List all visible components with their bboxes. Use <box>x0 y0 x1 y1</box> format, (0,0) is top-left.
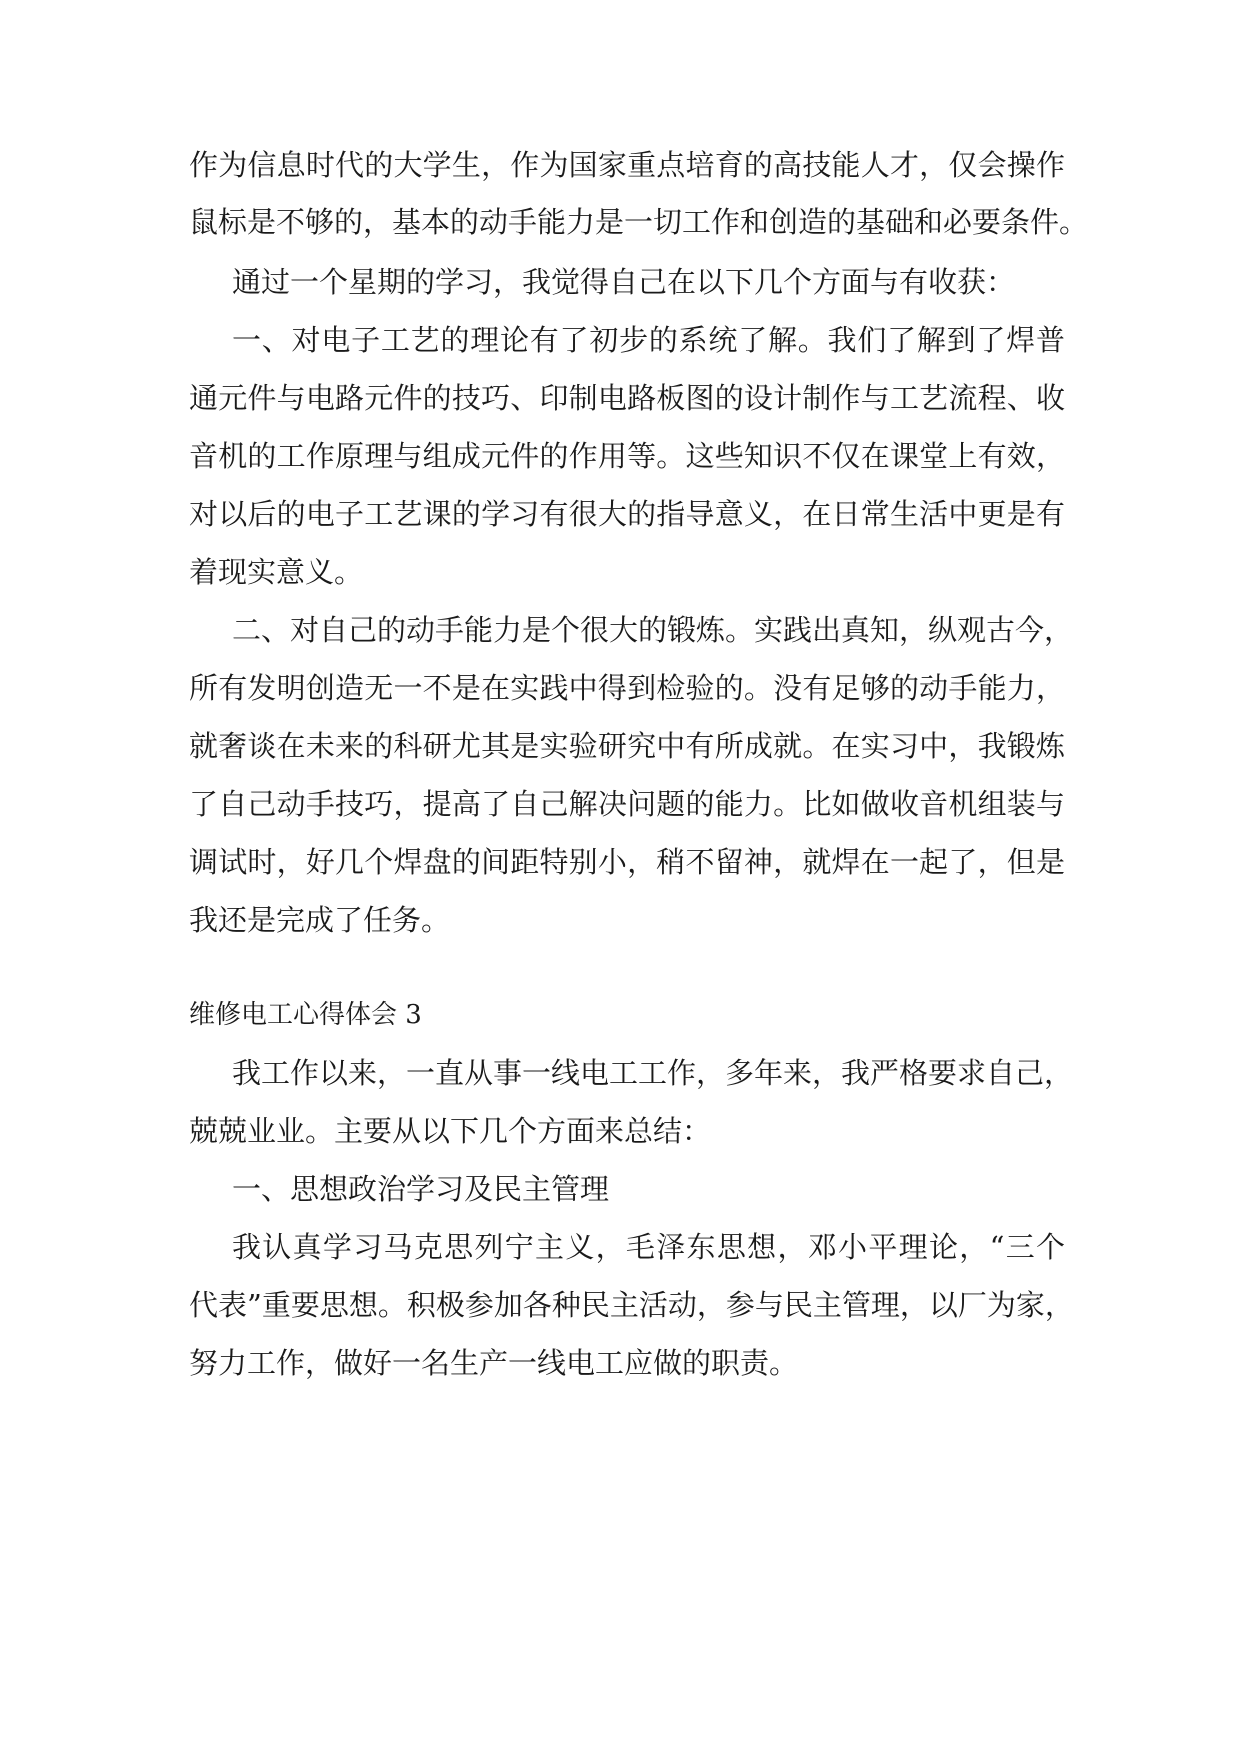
subsection-heading: 一、思想政治学习及民主管理 <box>232 1172 610 1206</box>
paragraph-line: 调试时，好几个焊盘的间距特别小，稍不留神，就焊在一起了，但是 <box>189 845 1065 879</box>
paragraph-line: 音机的工作原理与组成元件的作用等。这些知识不仅在课堂上有效， <box>189 439 1065 473</box>
paragraph-line: 我还是完成了任务。 <box>189 903 451 937</box>
paragraph-line: 代表”重要思想。积极参加各种民主活动，参与民主管理，以厂为家， <box>189 1288 1074 1322</box>
paragraph-line: 努力工作，做好一名生产一线电工应做的职责。 <box>189 1346 799 1380</box>
paragraph-line: 通元件与电路元件的技巧、印制电路板图的设计制作与工艺流程、收 <box>189 381 1065 415</box>
paragraph-line: 二、对自己的动手能力是个很大的锻炼。实践出真知，纵观古今， <box>232 613 1074 647</box>
paragraph-line: 我工作以来，一直从事一线电工工作，多年来，我严格要求自己， <box>232 1056 1074 1090</box>
paragraph-line: 所有发明创造无一不是在实践中得到检验的。没有足够的动手能力， <box>189 671 1065 705</box>
paragraph-line: 我认真学习马克思列宁主义，毛泽东思想，邓小平理论，“三个 <box>232 1230 1065 1264</box>
section-heading: 维修电工心得体会 3 <box>189 1000 422 1030</box>
paragraph-line: 作为信息时代的大学生，作为国家重点培育的高技能人才，仅会操作 <box>189 148 1065 182</box>
paragraph-line: 了自己动手技巧，提高了自己解决问题的能力。比如做收音机组装与 <box>189 787 1065 821</box>
paragraph-line: 就奢谈在未来的科研尤其是实验研究中有所成就。在实习中，我锻炼 <box>189 729 1065 763</box>
paragraph-line: 对以后的电子工艺课的学习有很大的指导意义，在日常生活中更是有 <box>189 497 1065 531</box>
paragraph-line: 兢兢业业。主要从以下几个方面来总结： <box>189 1114 712 1148</box>
paragraph-line: 通过一个星期的学习，我觉得自己在以下几个方面与有收获： <box>232 265 1016 299</box>
paragraph-line: 鼠标是不够的，基本的动手能力是一切工作和创造的基础和必要条件。 <box>189 205 1089 239</box>
paragraph-line: 着现实意义。 <box>189 555 364 589</box>
paragraph-line: 一、对电子工艺的理论有了初步的系统了解。我们了解到了焊普 <box>232 323 1065 357</box>
